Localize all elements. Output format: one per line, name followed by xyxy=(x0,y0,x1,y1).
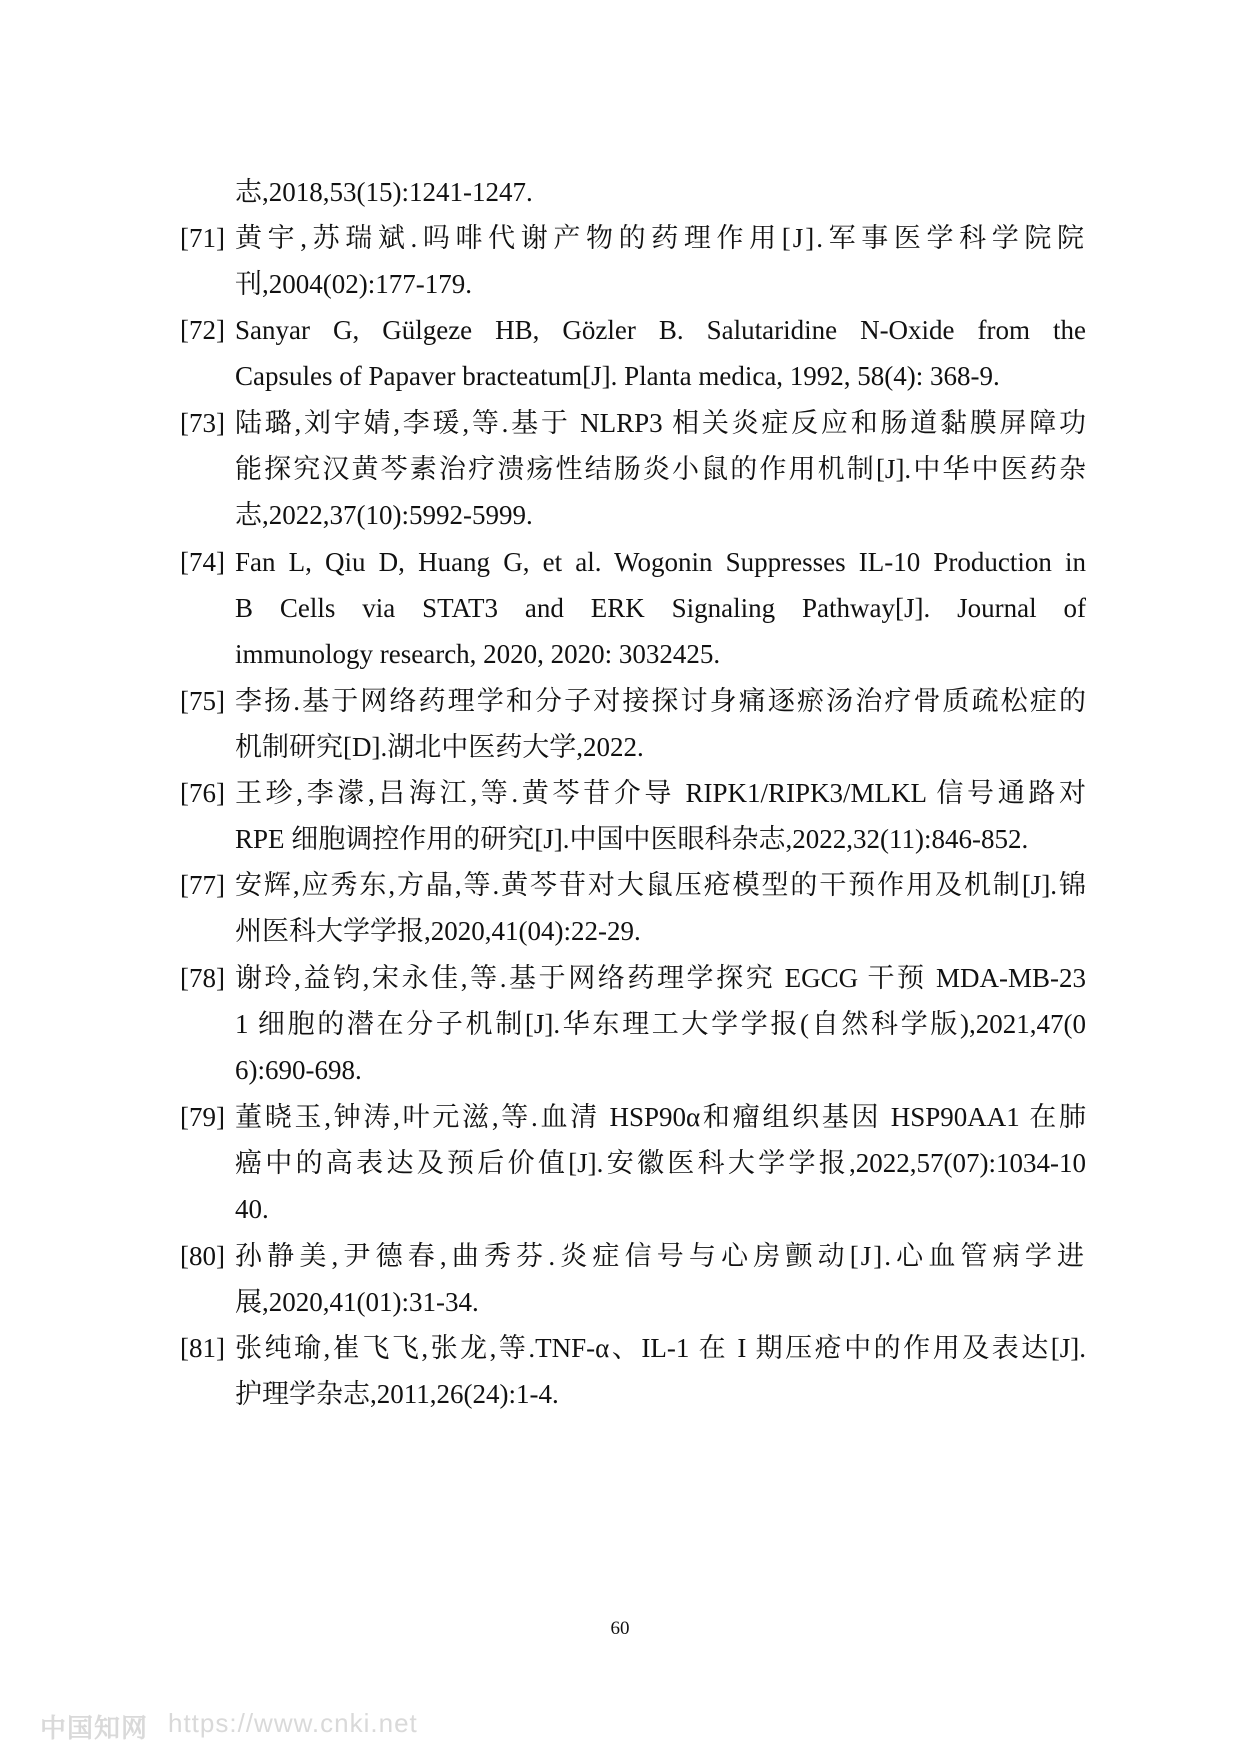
reference-line: B Cells via STAT3 and ERK Signaling Pathway[J]. Journal of xyxy=(235,593,1086,623)
reference-line: 刊,2004(02):177-179. xyxy=(235,269,472,299)
reference-number: [75] xyxy=(180,686,225,716)
cnki-logo: 中国知网 xyxy=(40,1713,149,1743)
reference-line: 王珍,李濛,吕海江,等.黄芩苷介导 RIPK1/RIPK3/MLKL 信号通路对 xyxy=(235,778,1086,808)
reference-line: 黄宇,苏瑞斌.吗啡代谢产物的药理作用[J].军事医学科学院院 xyxy=(235,223,1086,253)
reference-line: 机制研究[D].湖北中医药大学,2022. xyxy=(235,732,644,762)
reference-line: immunology research, 2020, 2020: 3032425. xyxy=(235,639,721,669)
reference-line: RPE 细胞调控作用的研究[J].中国中医眼科杂志,2022,32(11):846-852. xyxy=(235,824,1029,854)
reference-line: 40. xyxy=(235,1194,269,1224)
reference-line: 陆璐,刘宇婧,李瑗,等.基于 NLRP3 相关炎症反应和肠道黏膜屏障功 xyxy=(235,408,1086,438)
reference-line: 癌中的高表达及预后价值[J].安徽医科大学学报,2022,57(07):1034-10 xyxy=(235,1148,1086,1178)
reference-line: 孙静美,尹德春,曲秀芬.炎症信号与心房颤动[J].心血管病学进 xyxy=(235,1241,1086,1271)
reference-line: Fan L, Qiu D, Huang G, et al. Wogonin Suppresses IL-10 Production in xyxy=(235,547,1086,577)
reference-number: [81] xyxy=(180,1333,225,1363)
reference-number: [79] xyxy=(180,1102,225,1132)
reference-line: Sanyar G, Gülgeze HB, Gözler B. Salutaridine N-Oxide from the xyxy=(235,315,1086,345)
reference-number: [77] xyxy=(180,870,225,900)
reference-line: 州医科大学学报,2020,41(04):22-29. xyxy=(235,916,641,946)
reference-line: Capsules of Papaver bracteatum[J]. Planta medica, 1992, 58(4): 368-9. xyxy=(235,361,1000,391)
reference-line: 展,2020,41(01):31-34. xyxy=(235,1287,479,1317)
reference-line: 护理学杂志,2011,26(24):1-4. xyxy=(235,1379,559,1409)
page-number: 60 xyxy=(610,1618,630,1639)
reference-line: 董晓玉,钟涛,叶元滋,等.血清 HSP90α和瘤组织基因 HSP90AA1 在肺 xyxy=(235,1102,1086,1132)
reference-number: [76] xyxy=(180,778,225,808)
watermark-url: https://www.cnki.net xyxy=(168,1708,418,1738)
reference-line: 1 细胞的潜在分子机制[J].华东理工大学学报(自然科学版),2021,47(0 xyxy=(235,1009,1086,1039)
reference-line: 张纯瑜,崔飞飞,张龙,等.TNF-α、IL-1 在 I 期压疮中的作用及表达[J]. xyxy=(235,1333,1086,1363)
reference-line: 李扬.基于网络药理学和分子对接探讨身痛逐瘀汤治疗骨质疏松症的 xyxy=(235,686,1086,716)
reference-number: [73] xyxy=(180,408,225,438)
reference-line: 能探究汉黄芩素治疗溃疡性结肠炎小鼠的作用机制[J].中华中医药杂 xyxy=(235,454,1086,484)
reference-line: 志,2018,53(15):1241-1247. xyxy=(235,177,533,207)
reference-line: 6):690-698. xyxy=(235,1055,362,1085)
reference-number: [78] xyxy=(180,963,225,993)
reference-line: 志,2022,37(10):5992-5999. xyxy=(235,500,533,530)
reference-number: [72] xyxy=(180,315,225,345)
reference-number: [71] xyxy=(180,223,225,253)
reference-number: [74] xyxy=(180,547,225,577)
reference-number: [80] xyxy=(180,1241,225,1271)
reference-line: 谢玲,益钧,宋永佳,等.基于网络药理学探究 EGCG 干预 MDA-MB-23 xyxy=(235,963,1086,993)
reference-line: 安辉,应秀东,方晶,等.黄芩苷对大鼠压疮模型的干预作用及机制[J].锦 xyxy=(235,870,1086,900)
